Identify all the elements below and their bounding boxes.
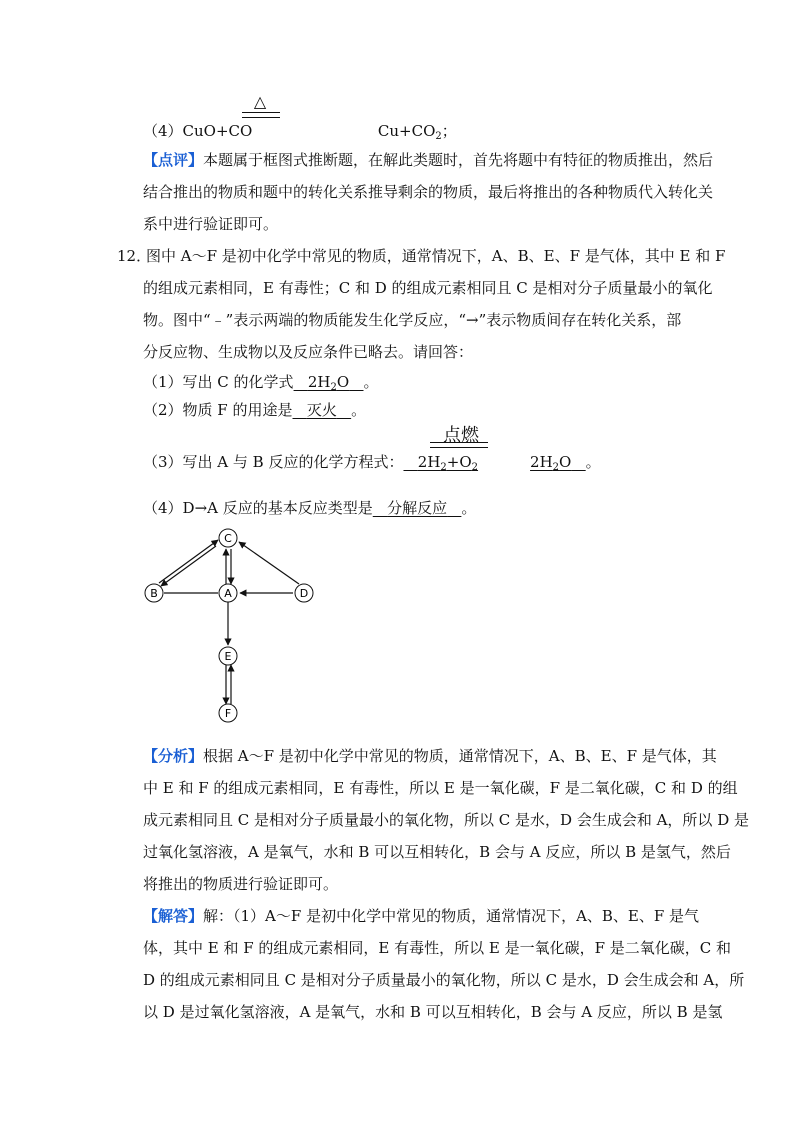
svg-text:F: F <box>224 707 232 720</box>
svg-text:C: C <box>224 532 232 545</box>
arrow-c-to-b <box>161 546 216 586</box>
q12-sub3-end: 。 <box>585 453 601 471</box>
q12-sub3-condition: 点燃 <box>443 425 479 446</box>
q12-sub1-answer: $2H_2O$ <box>307 373 350 393</box>
q12-sub2-prompt: （2）物质 F 的用途是 <box>143 401 293 419</box>
q4-right: Cu+CO <box>377 122 436 140</box>
q12-sub3-equation-bar <box>430 442 488 448</box>
svg-text:B: B <box>150 587 158 600</box>
q12-sub2-answer: 灭火 <box>306 401 337 419</box>
q12-sub4-answer: 分解反应 <box>387 499 448 517</box>
q12-sub2-end: 。 <box>351 401 367 419</box>
analysis-tag: 【分析】 <box>143 747 204 765</box>
q12-stem-4: 分反应物、生成物以及反应条件已略去。请回答： <box>143 343 474 361</box>
comment-line-2: 结合推出的物质和题中的转化关系推导剩余的物质，最后将推出的各种物质代入转化关 <box>143 183 714 201</box>
q12-stem-1: 图中 A～F 是初中化学中常见的物质，通常情况下，A、B、E、F 是气体，其中 E 和 F <box>146 247 726 265</box>
svg-text:A: A <box>224 587 232 600</box>
answer-line-3: D 的组成元素相同且 C 是相对分子质量最小的氧化物，所以 C 是水，D 会生成会和 A，所 <box>143 971 745 989</box>
arrow-d-to-c <box>239 542 299 584</box>
q4-left: （4）CuO+CO <box>143 122 253 140</box>
node-d <box>295 584 313 602</box>
q12-sub4 <box>143 498 476 518</box>
comment-line-3: 系中进行验证即可。 <box>143 215 279 233</box>
analysis-line-2: 中 E 和 F 的组成元素相同，E 有毒性，所以 E 是一氧化碳，F 是二氧化碳，C 和 D 的组 <box>143 779 738 797</box>
q12-sub3 <box>143 452 601 478</box>
node-a <box>219 584 237 602</box>
answer-line-4: 以 D 是过氧化氢溶液，A 是氧气，水和 B 可以互相转化，B 会与 A 反应，所以 B 是氢 <box>143 1003 723 1021</box>
node-b <box>145 584 163 602</box>
q12-sub3-prompt: （3）写出 A 与 B 反应的化学方程式： <box>143 453 404 471</box>
analysis-line-3: 成元素相同且 C 是相对分子质量最小的氧化物，所以 C 是水，D 会生成会和 A，所以 D 是 <box>143 811 749 829</box>
node-c <box>219 529 237 547</box>
answer-tag: 【解答】 <box>143 907 204 925</box>
answer-line-1 <box>143 906 699 926</box>
analysis-line-5: 将推出的物质进行验证即可。 <box>143 875 339 893</box>
node-e <box>219 647 237 665</box>
svg-text:E: E <box>224 650 232 663</box>
comment-tag: 【点评】 <box>143 151 204 169</box>
q12-sub2 <box>143 400 366 420</box>
q12-sub3-answer-left: $2H_2+O_2$ <box>417 453 479 473</box>
svg-text:D: D <box>299 587 309 600</box>
analysis-line-4: 过氧化氢溶液，A 是氧气，水和 B 可以互相转化，B 会与 A 反应，所以 B 是氢气，然后 <box>143 843 731 861</box>
q12-sub3-answer-right: $2H_2O$ <box>530 453 572 473</box>
q4-right-tail: ； <box>441 122 457 140</box>
q12-sub4-end: 。 <box>461 499 477 517</box>
node-f <box>219 704 237 722</box>
q4-equation-bar <box>242 112 280 118</box>
q4-equation: （4）CuO+CO $Cu+CO_2$； <box>143 122 457 142</box>
analysis-line-1 <box>143 746 717 766</box>
q12-stem-3: 物。图中“﹣”表示两端的物质能发生化学反应，“→”表示物质间存在转化关系，部 <box>143 311 682 329</box>
q12-sub4-prompt: （4）D→A 反应的基本反应类型是 <box>143 499 373 517</box>
analysis-text-1: 根据 A～F 是初中化学中常见的物质，通常情况下，A、B、E、F 是气体，其 <box>203 747 717 765</box>
comment-text-1: 本题属于框图式推断题，在解此类题时，首先将题中有特征的物质推出，然后 <box>203 151 714 169</box>
arrow-b-to-c <box>159 540 218 583</box>
comment-line-1 <box>143 150 713 170</box>
q4-reaction-condition: △ <box>253 92 267 111</box>
relationship-diagram <box>130 520 330 730</box>
q12-stem-2: 的组成元素相同，E 有毒性；C 和 D 的组成元素相同且 C 是相对分子质量最小的氧化 <box>143 279 713 297</box>
answer-text-1: 解：（1）A～F 是初中化学中常见的物质，通常情况下，A、B、E、F 是气 <box>203 907 700 925</box>
q12-sub1-end: 。 <box>363 373 379 391</box>
q12-sub1 <box>143 372 379 398</box>
q12-sub1-prompt: （1）写出 C 的化学式 <box>143 373 294 391</box>
q12-number: 12． <box>117 247 152 265</box>
answer-line-2: 体，其中 E 和 F 的组成元素相同，E 有毒性，所以 E 是一氧化碳，F 是二氧化碳，C 和 <box>143 939 732 957</box>
